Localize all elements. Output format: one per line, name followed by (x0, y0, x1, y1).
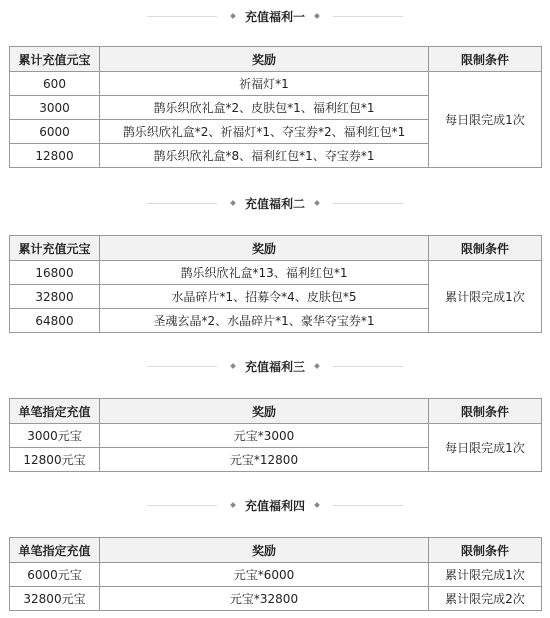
table-header-row (10, 236, 542, 261)
section-title-text: 充值福利二 (244, 196, 305, 211)
header-cell: 奖励 (100, 236, 429, 261)
diamond-icon (314, 502, 320, 508)
amount-cell: 12800元宝 (10, 448, 100, 472)
header-cell: 奖励 (100, 47, 429, 72)
limit-cell: 累计限完成2次 (429, 587, 542, 611)
rewards-table (9, 46, 542, 168)
divider (147, 366, 217, 367)
amount-cell: 6000 (10, 120, 100, 144)
reward-cell: 水晶碎片*1、招募令*4、皮肤包*5 (100, 285, 429, 309)
header-cell: 限制条件 (429, 399, 542, 424)
reward-cell: 圣魂玄晶*2、水晶碎片*1、豪华夺宝券*1 (100, 309, 429, 333)
table-header-row (10, 399, 542, 424)
amount-cell: 12800 (10, 144, 100, 168)
amount-cell: 64800 (10, 309, 100, 333)
section-4 (9, 495, 541, 611)
section-title-text: 充值福利四 (244, 498, 305, 513)
reward-cell: 鹊乐织欣礼盒*2、祈福灯*1、夺宝券*2、福利红包*1 (100, 120, 429, 144)
section-1 (9, 6, 541, 168)
divider (147, 16, 217, 17)
header-cell: 限制条件 (429, 47, 542, 72)
header-cell: 奖励 (100, 399, 429, 424)
reward-cell: 元宝*32800 (100, 587, 429, 611)
header-cell: 单笔指定充值 (10, 399, 100, 424)
section-title-text: 充值福利三 (244, 359, 305, 374)
table-row (10, 587, 542, 611)
amount-cell: 3000 (10, 96, 100, 120)
divider (147, 505, 217, 506)
section-title (9, 6, 541, 26)
amount-cell: 600 (10, 72, 100, 96)
header-cell: 单笔指定充值 (10, 538, 100, 563)
reward-cell: 鹊乐织欣礼盒*2、皮肤包*1、福利红包*1 (100, 96, 429, 120)
rewards-table (9, 537, 542, 611)
rewards-table (9, 235, 542, 333)
header-cell: 累计充值元宝 (10, 47, 100, 72)
reward-cell: 鹊乐织欣礼盒*8、福利红包*1、夺宝券*1 (100, 144, 429, 168)
diamond-icon (230, 200, 236, 206)
divider (333, 505, 403, 506)
header-cell: 奖励 (100, 538, 429, 563)
section-title (9, 193, 541, 213)
amount-cell: 6000元宝 (10, 563, 100, 587)
divider (147, 203, 217, 204)
header-cell: 限制条件 (429, 538, 542, 563)
amount-cell: 32800元宝 (10, 587, 100, 611)
reward-cell: 元宝*6000 (100, 563, 429, 587)
divider (333, 366, 403, 367)
diamond-icon (314, 363, 320, 369)
reward-cell: 鹊乐织欣礼盒*13、福利红包*1 (100, 261, 429, 285)
table-row (10, 563, 542, 587)
reward-cell: 元宝*3000 (100, 424, 429, 448)
section-title-text: 充值福利一 (244, 9, 305, 24)
amount-cell: 3000元宝 (10, 424, 100, 448)
limit-cell: 累计限完成1次 (429, 563, 542, 587)
section-title (9, 356, 541, 376)
amount-cell: 16800 (10, 261, 100, 285)
table-header-row (10, 47, 542, 72)
divider (333, 16, 403, 17)
section-title (9, 495, 541, 515)
header-cell: 限制条件 (429, 236, 542, 261)
divider (333, 203, 403, 204)
diamond-icon (230, 13, 236, 19)
table-row (10, 72, 542, 96)
table-row (10, 424, 542, 448)
section-2 (9, 193, 541, 333)
diamond-icon (230, 363, 236, 369)
reward-cell: 祈福灯*1 (100, 72, 429, 96)
reward-cell: 元宝*12800 (100, 448, 429, 472)
diamond-icon (314, 13, 320, 19)
table-row (10, 261, 542, 285)
table-header-row (10, 538, 542, 563)
diamond-icon (230, 502, 236, 508)
limit-cell: 每日限完成1次 (429, 72, 542, 168)
diamond-icon (314, 200, 320, 206)
rewards-table (9, 398, 542, 472)
section-3 (9, 356, 541, 472)
amount-cell: 32800 (10, 285, 100, 309)
header-cell: 累计充值元宝 (10, 236, 100, 261)
limit-cell: 每日限完成1次 (429, 424, 542, 472)
limit-cell: 累计限完成1次 (429, 261, 542, 333)
